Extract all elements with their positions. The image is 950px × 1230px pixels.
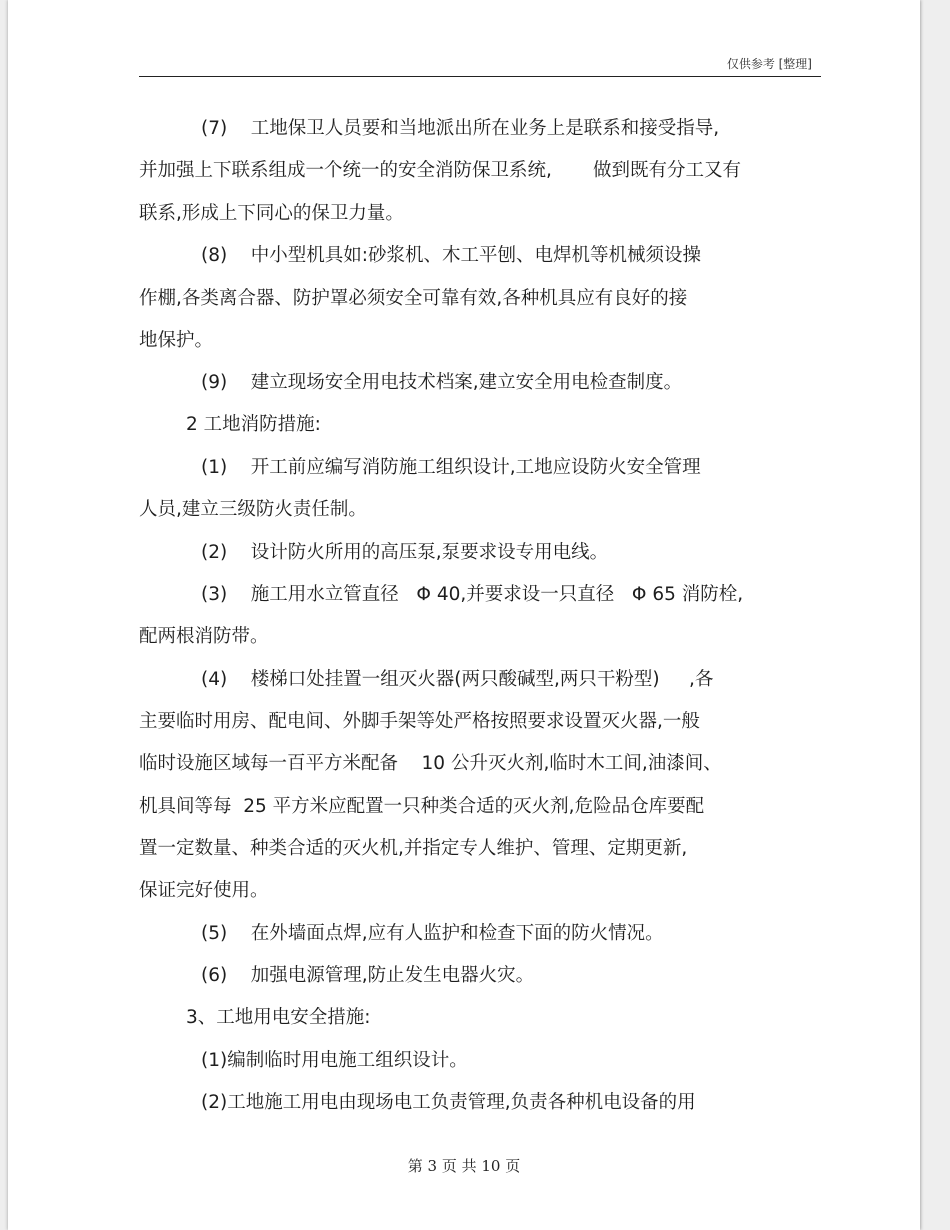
text-line: 作棚,各类离合器、防护罩必须安全可靠有效,各种机具应有良好的接 [139, 288, 688, 309]
header-rule [139, 76, 821, 77]
text-line: 并加强上下联系组成一个统一的安全消防保卫系统, 做到既有分工又有 [139, 160, 742, 181]
text-line: (1) 开工前应编写消防施工组织设计,工地应设防火安全管理 [201, 457, 701, 478]
text-line: 临时设施区域每一百平方米配备 10 公升灭火剂,临时木工间,油漆间、 [139, 753, 722, 774]
text-line: 人员,建立三级防火责任制。 [139, 499, 367, 520]
document-page [8, 0, 920, 1230]
text-line: 联系,形成上下同心的保卫力量。 [139, 203, 404, 224]
text-line: (7) 工地保卫人员要和当地派出所在业务上是联系和接受指导, [201, 118, 720, 139]
page-number-footer: 第 3 页 共 10 页 [407, 1157, 521, 1175]
text-line: (3) 施工用水立管直径 Φ 40,并要求设一只直径 Φ 65 消防栓, [201, 584, 744, 605]
text-line: (1)编制临时用电施工组织设计。 [201, 1050, 468, 1071]
text-line: 保证完好使用。 [139, 880, 269, 901]
header-note: 仅供参考 [整理] [726, 57, 812, 71]
text-line: 地保护。 [139, 330, 214, 351]
text-line: (2) 设计防火所用的高压泵,泵要求设专用电线。 [201, 542, 609, 563]
text-line: (4) 楼梯口处挂置一组灭火器(两只酸碱型,两只干粉型) ,各 [201, 669, 714, 690]
section-heading: 2 工地消防措施: [186, 414, 321, 435]
text-line: (5) 在外墙面点焊,应有人监护和检查下面的防火情况。 [201, 923, 664, 944]
text-line: 配两根消防带。 [139, 626, 269, 647]
text-line: (2)工地施工用电由现场电工负责管理,负责各种机电设备的用 [201, 1092, 696, 1113]
text-line: (8) 中小型机具如:砂浆机、木工平刨、电焊机等机械须设操 [201, 245, 701, 266]
text-line: 置一定数量、种类合适的灭火机,并指定专人维护、管理、定期更新, [139, 838, 688, 859]
text-line: (6) 加强电源管理,防止发生电器火灾。 [201, 965, 535, 986]
text-line: (9) 建立现场安全用电技术档案,建立安全用电检查制度。 [201, 372, 683, 393]
section-heading: 3、工地用电安全措施: [186, 1007, 371, 1028]
text-line: 机具间等每 25 平方米应配置一只种类合适的灭火剂,危险品仓库要配 [139, 796, 705, 817]
text-line: 主要临时用房、配电间、外脚手架等处严格按照要求设置灭火器,一般 [139, 711, 700, 732]
